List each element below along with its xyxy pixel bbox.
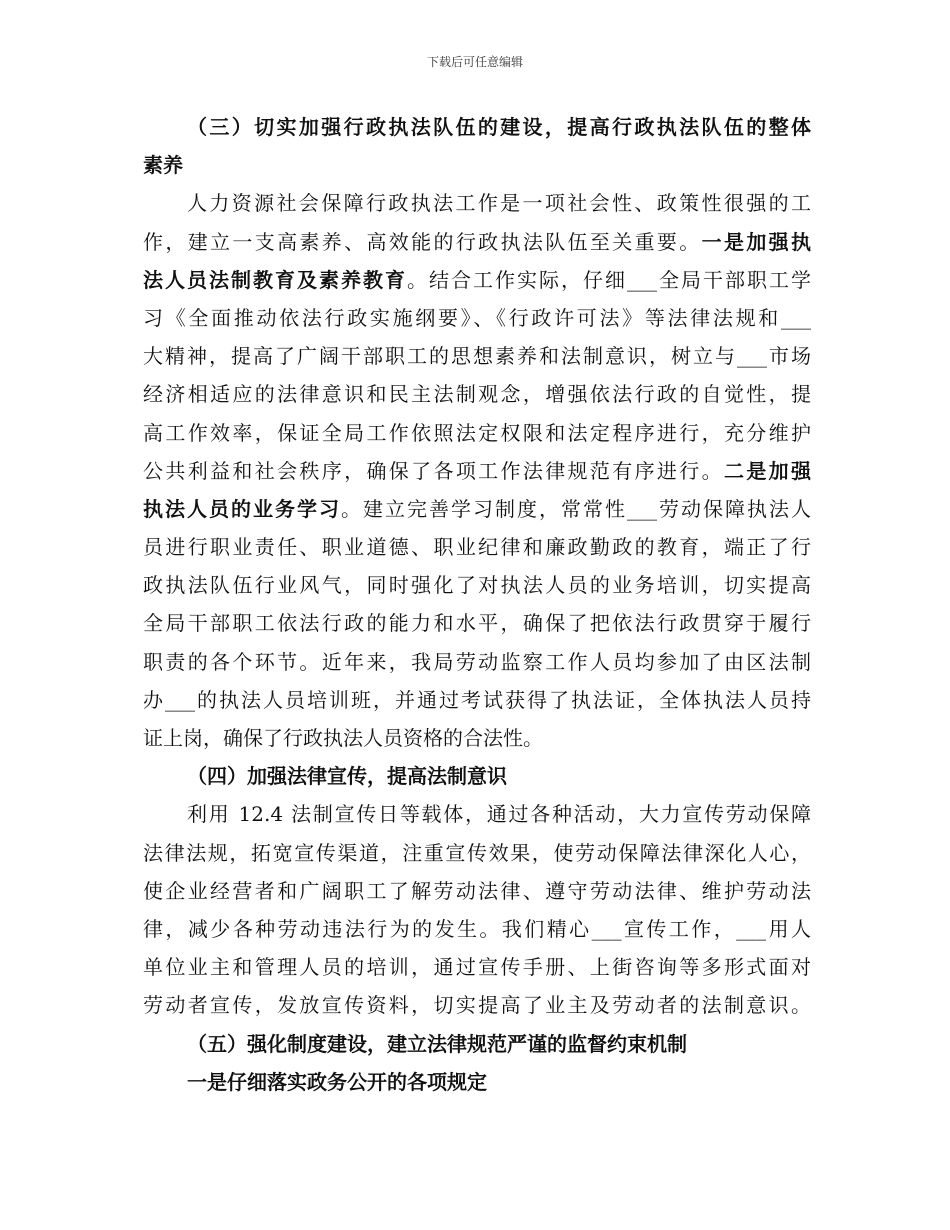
text-segment: 使企业经营者和广阔职工了解劳动法律、遵守劳动法律、维护劳动法 xyxy=(143,878,811,903)
text-segment: 法律法规，拓宽宣传渠道，注重宣传效果，使劳动保障法律深化人心， xyxy=(143,840,811,865)
text-segment: 高工作效率，保证全局工作依照法定权限和法定程序进行，充分维护 xyxy=(143,420,811,445)
text-segment: 公共利益和社会秩序，确保了各项工作法律规范有序进行。 xyxy=(143,458,724,483)
text-line xyxy=(143,872,811,910)
text-line xyxy=(143,490,811,528)
text-line xyxy=(143,757,811,795)
text-segment: 律，减少各种劳动违法行为的发生。我们精心___宣传工作，___用人 xyxy=(143,916,811,941)
bold-text-segment: 素养 xyxy=(143,153,183,178)
text-line xyxy=(143,643,811,681)
text-segment: 政执法队伍行业风气，同时强化了对执法人员的业务培训，切实提高 xyxy=(143,573,811,598)
text-line xyxy=(143,299,811,337)
text-line xyxy=(143,910,811,948)
text-line xyxy=(143,184,811,222)
text-line xyxy=(143,1063,811,1101)
text-segment: 大精神，提高了广阔干部职工的思想素养和法制意识，树立与___市场 xyxy=(143,344,811,369)
text-line xyxy=(143,795,811,833)
text-line xyxy=(143,337,811,375)
text-segment: 。建立完善学习制度，常常性___劳动保障执法人 xyxy=(341,496,811,521)
text-segment: 单位业主和管理人员的培训，通过宣传手册、上街咨询等多形式面对 xyxy=(143,955,811,980)
text-segment: 全局干部职工依法行政的能力和水平，确保了把依法行政贯穿于履行 xyxy=(143,611,811,636)
text-segment: 人力资源社会保障行政执法工作是一项社会性、政策性很强的工 xyxy=(187,191,811,216)
text-line xyxy=(143,1025,811,1063)
text-line xyxy=(143,528,811,566)
text-segment: 员进行职业责任、职业道德、职业纪律和廉政勤政的教育，端正了行 xyxy=(143,535,811,560)
text-segment: 作，建立一支高素养、高效能的行政执法队伍至关重要。 xyxy=(143,229,702,254)
bold-text-segment: （三）切实加强行政执法队伍的建设，提高行政执法队伍的整体 xyxy=(187,115,811,139)
text-line xyxy=(143,566,811,604)
bold-text-segment: 二是加强 xyxy=(723,458,812,483)
text-segment: 职责的各个环节。近年来，我局劳动监察工作人员均参加了由区法制 xyxy=(143,649,811,674)
text-segment: 劳动者宣传，发放宣传资料，切实提高了业主及劳动者的法制意识。 xyxy=(143,993,811,1018)
text-line xyxy=(143,719,811,757)
text-line xyxy=(143,146,811,184)
text-line xyxy=(143,108,811,146)
document-body xyxy=(143,108,811,1101)
text-segment: 证上岗，确保了行政执法人员资格的合法性。 xyxy=(143,726,543,750)
text-line xyxy=(143,604,811,642)
page-header: 下载后可任意编辑 xyxy=(426,55,523,69)
text-segment: 。结合工作实际，仔细___全局干部职工学 xyxy=(407,267,811,292)
text-line xyxy=(143,375,811,413)
text-line xyxy=(143,223,811,261)
bold-text-segment: 一是仔细落实政务公开的各项规定 xyxy=(187,1069,487,1094)
bold-text-segment: （四）加强法律宣传，提高法制意识 xyxy=(187,764,507,789)
text-line xyxy=(143,452,811,490)
text-line xyxy=(143,948,811,986)
text-line xyxy=(143,834,811,872)
bold-text-segment: 一是加强执 xyxy=(701,229,812,254)
text-line xyxy=(143,261,811,299)
text-segment: 办___的执法人员培训班，并通过考试获得了执法证，全体执法人员持 xyxy=(143,687,811,712)
text-line xyxy=(143,681,811,719)
bold-text-segment: （五）强化制度建设，建立法律规范严谨的监督约束机制 xyxy=(187,1031,687,1056)
text-segment: 经济相适应的法律意识和民主法制观念，增强依法行政的自觉性，提 xyxy=(143,382,811,407)
bold-text-segment: 法人员法制教育及素养教育 xyxy=(143,267,407,292)
text-segment: 利用 12.4 法制宣传日等载体，通过各种活动，大力宣传劳动保障 xyxy=(187,802,811,827)
text-line xyxy=(143,986,811,1024)
bold-text-segment: 执法人员的业务学习 xyxy=(143,496,341,521)
text-segment: 习《全面推动依法行政实施纲要》、《行政许可法》等法律法规和___ xyxy=(143,305,811,330)
text-line xyxy=(143,414,811,452)
